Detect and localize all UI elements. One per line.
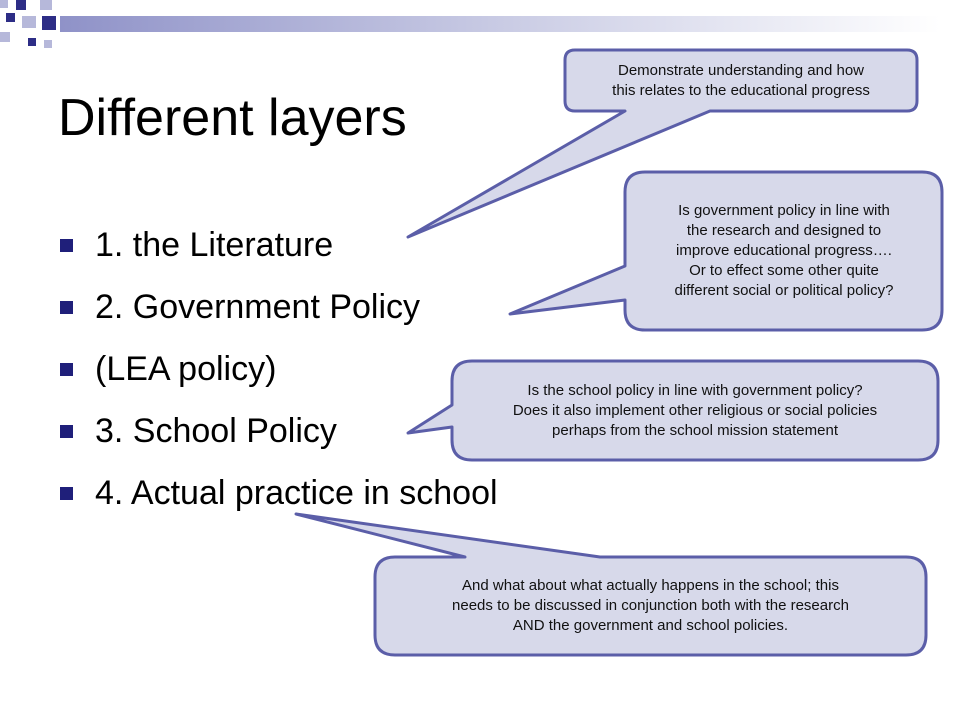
callout-line: perhaps from the school mission statement [552,421,838,439]
callout-line: the research and designed to [686,222,882,239]
callout-1-text [567,52,915,109]
bullet-text: 1. the Literature [95,225,334,264]
slide-title: Different layers [58,89,407,147]
callout-4-text [379,560,922,652]
callout-line: Does it also implement other religious or social policies [512,401,878,419]
callout-line: Is the school policy in line with government policy? [527,381,863,399]
bullet-text: (LEA policy) [95,349,277,388]
bullet-text: 4. Actual practice in school [95,473,498,512]
callout-2-text [630,176,938,326]
callout-line: this relates to the educational progress [612,81,870,99]
bullet-text: 3. School Policy [95,411,337,450]
callout-line: Demonstrate understanding and how [618,61,864,79]
callout-line: needs to be discussed in conjunction both with the research [452,597,849,614]
callout-line: different social or political policy? [674,282,894,299]
callout-3-text [456,364,934,457]
bullet-text: 2. Government Policy [95,287,421,326]
callout-line: Or to effect some other quite [689,262,879,279]
callout-line: AND the government and school policies. [512,617,789,634]
callout-line: And what about what actually happens in the school; this [462,577,839,594]
callout-line: Is government policy in line with [678,202,890,219]
callout-line: improve educational progress…. [676,242,892,259]
